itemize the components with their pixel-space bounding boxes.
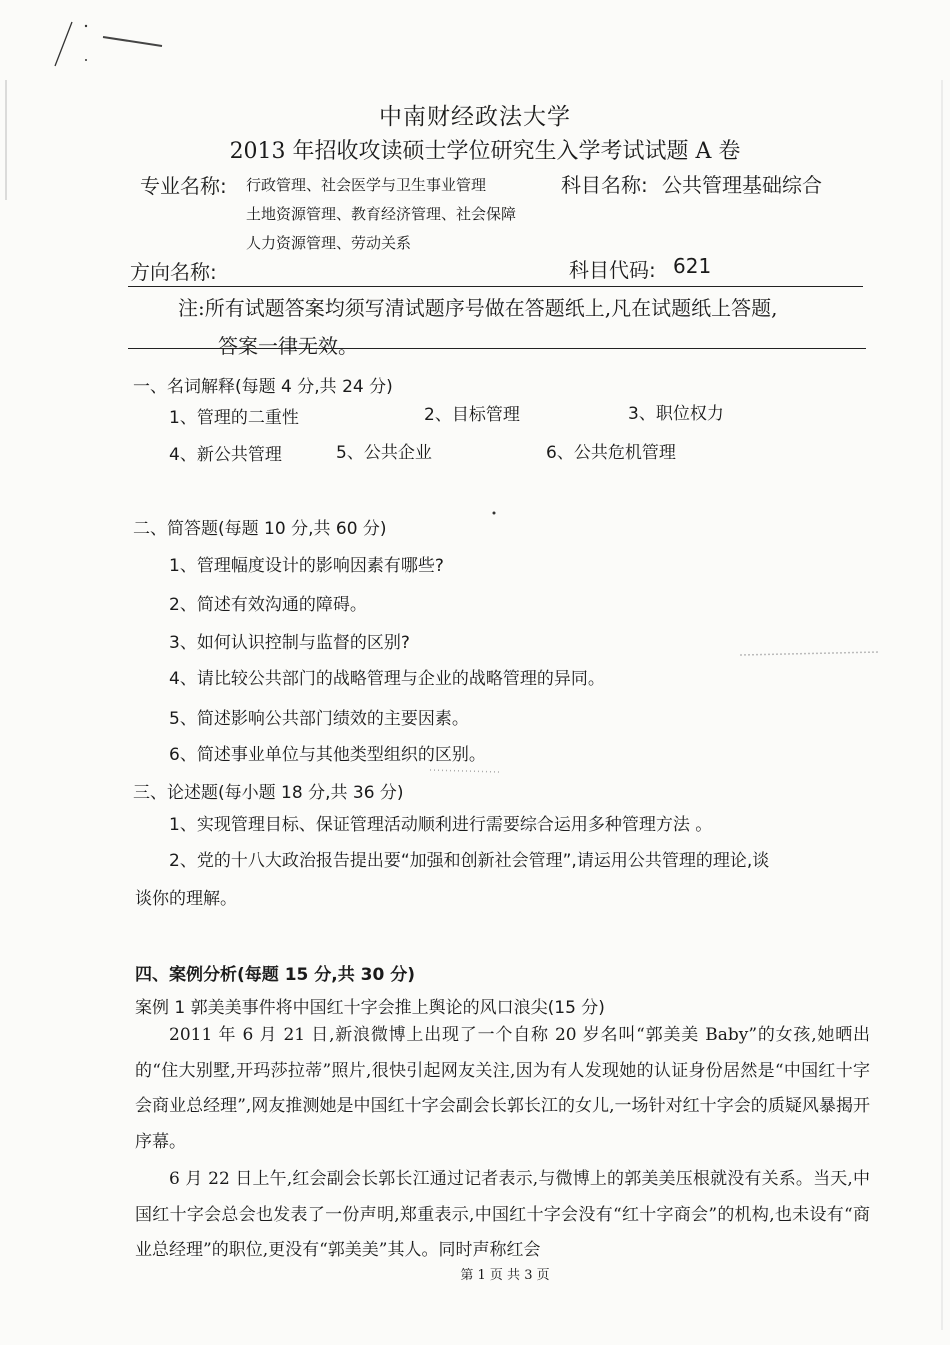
essay-item-2-line-2: 谈你的理解。 xyxy=(135,889,237,909)
short-answer-item: 2、简述有效沟通的障碍。 xyxy=(169,595,367,615)
subject-label: 科目名称: xyxy=(561,173,648,197)
major-label: 专业名称: xyxy=(140,174,227,198)
section2-heading: 二、简答题(每题 10 分,共 60 分) xyxy=(133,519,387,539)
essay-item-1: 1、实现管理目标、保证管理活动顺利进行需要综合运用多种管理方法 。 xyxy=(169,815,713,835)
case-text xyxy=(135,1018,870,1269)
university-name: 中南财经政法大学 xyxy=(379,104,571,130)
code-label: 科目代码: xyxy=(569,258,656,282)
short-answer-item: 1、管理幅度设计的影响因素有哪些? xyxy=(169,556,444,576)
short-answer-item: 6、简述事业单位与其他类型组织的区别。 xyxy=(169,745,486,765)
section3-heading: 三、论述题(每小题 18 分,共 36 分) xyxy=(133,783,404,803)
section1-heading: 一、名词解释(每题 4 分,共 24 分) xyxy=(133,377,393,397)
term-item: 6、公共危机管理 xyxy=(546,443,676,463)
direction-label: 方向名称: xyxy=(130,260,217,284)
subject-value: 公共管理基础综合 xyxy=(662,173,822,197)
divider-bottom xyxy=(128,348,866,349)
note-line-1: 注:所有试题答案均须写清试题序号做在答题纸上,凡在试题纸上答题, xyxy=(178,296,778,320)
short-answer-item: 5、简述影响公共部门绩效的主要因素。 xyxy=(169,709,469,729)
short-answer-item: 4、请比较公共部门的战略管理与企业的战略管理的异同。 xyxy=(169,669,605,689)
major-line-1: 行政管理、社会医学与卫生事业管理 xyxy=(246,176,487,194)
case-title: 案例 1 郭美美事件将中国红十字会推上舆论的风口浪尖(15 分) xyxy=(135,998,605,1018)
page-number: 第 1 页 共 3 页 xyxy=(460,1268,550,1283)
term-item: 3、职位权力 xyxy=(628,404,724,424)
major-line-2: 土地资源管理、教育经济管理、社会保障 xyxy=(246,205,517,223)
section4-heading: 四、案例分析(每题 15 分,共 30 分) xyxy=(135,965,415,985)
short-answer-item: 3、如何认识控制与监督的区别? xyxy=(169,633,410,653)
exam-title: 2013 年招收攻读硕士学位研究生入学考试试题 A 卷 xyxy=(229,139,741,164)
term-item: 2、目标管理 xyxy=(424,405,520,425)
case-paragraph-2: 6 月 22 日上午,红会副会长郭长江通过记者表示,与微博上的郭美美压根就没有关系。当天,中国红十字会总会也发表了一份声明,郑重表示,中国红十字会没有“红十字商会”的机构,也未设有“商业总经理”的职位,更没有“郭美美”其人。同时声称红会 xyxy=(135,1169,870,1260)
divider-top xyxy=(128,286,863,287)
note-line-2: 答案一律无效。 xyxy=(218,334,358,358)
code-value: 621 xyxy=(673,254,712,278)
major-line-3: 人力资源管理、劳动关系 xyxy=(246,234,412,252)
term-item: 1、管理的二重性 xyxy=(169,408,299,428)
term-item: 4、新公共管理 xyxy=(169,445,282,465)
case-paragraph-1: 2011 年 6 月 21 日,新浪微博上出现了一个自称 20 岁名叫“郭美美 Baby”的女孩,她晒出的“住大别墅,开玛莎拉蒂”照片,很快引起网友关注,因为有人发现她的认证身份居然是“中国红十字会商业总经理”,网友推测她是中国红十字会副会长郭长江的女儿,一场针对红十字会的质疑风暴揭开序幕。 xyxy=(135,1025,870,1152)
term-item: 5、公共企业 xyxy=(336,443,432,463)
essay-item-2-line-1: 2、党的十八大政治报告提出要“加强和创新社会管理”,请运用公共管理的理论,谈 xyxy=(169,851,770,871)
